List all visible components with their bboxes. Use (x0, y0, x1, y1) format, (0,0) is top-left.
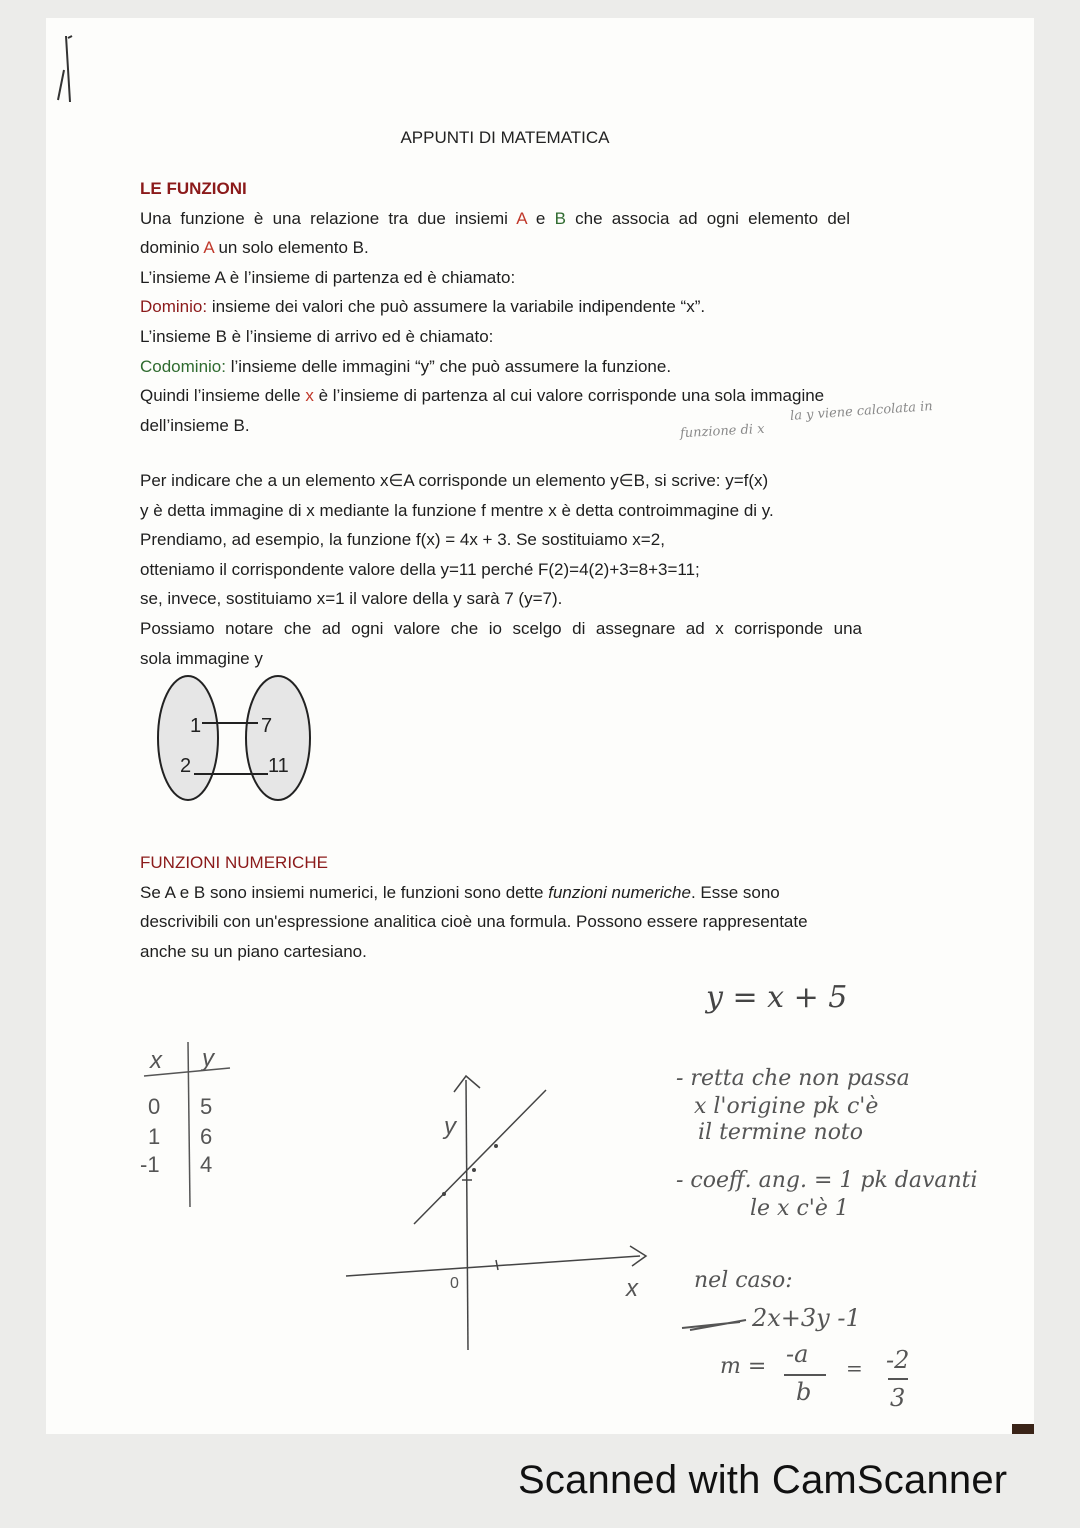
table-cell: 1 (148, 1124, 161, 1149)
text-line: Dominio: insieme dei valori che può assumere la variabile indipendente “x”. (140, 297, 706, 317)
set-b-value: 11 (268, 755, 289, 777)
note-retta-line3: il termine noto (698, 1120, 864, 1145)
section-le-funzioni (140, 174, 860, 440)
text-line: descrivibili con un'espressione analitica cioè una formula. Possono essere rappresentate (140, 912, 808, 932)
mapping-diagram (150, 670, 330, 810)
text-line: otteniamo il corrispondente valore della y=11 perché F(2)=4(2)+3=8+3=11; (140, 559, 700, 579)
y-axis (466, 1080, 468, 1350)
fraction-bar (784, 1374, 826, 1376)
text-line: sola immagine y (140, 648, 263, 668)
table-header-x: x (150, 1047, 162, 1074)
text-line: dominio A un solo elemento B. (140, 238, 369, 258)
x-axis (346, 1256, 640, 1276)
page-title: APPUNTI DI MATEMATICA (400, 128, 610, 147)
note-result-den: 3 (890, 1384, 906, 1412)
table-cell: 4 (200, 1152, 213, 1177)
note-slope-num: -a (786, 1340, 809, 1368)
scribble-mark (680, 1314, 750, 1334)
note-result-num: -2 (886, 1346, 910, 1374)
text-line: Prendiamo, ad esempio, la funzione f(x) = 4x + 3. Se sostituiamo x=2, (140, 530, 665, 550)
set-b-ellipse (246, 676, 310, 800)
text-line: L’insieme A è l’insieme di partenza ed è chiamato: (140, 267, 516, 287)
text-line: dell’insieme B. (140, 415, 250, 435)
table-cell: 6 (200, 1124, 213, 1149)
text-line: Possiamo notare che ad ogni valore che io scelgo di assegnare ad x corrisponde una (140, 618, 862, 638)
text-line: Una funzione è una relazione tra due insiemi A e B che associa ad ogni elemento del (140, 208, 851, 228)
margin-note-2: funzione di x (679, 421, 765, 442)
note-slope-eq: = (846, 1356, 863, 1380)
note-equation: 2x+3y -1 (752, 1304, 861, 1332)
note-retta-line1: - retta che non passa (676, 1066, 910, 1091)
note-slope-den: b (796, 1378, 812, 1406)
origin-label: 0 (450, 1275, 459, 1292)
set-a-value: 2 (180, 755, 192, 777)
text-line: Quindi l’insieme delle x è l’insieme di partenza al cui valore corrisponde una sola immagine (140, 386, 825, 406)
table-header-y: y (202, 1045, 214, 1072)
note-coeff-line2: le x c'è 1 (750, 1196, 849, 1221)
note-coeff-line1: - coeff. ang. = 1 pk davanti (676, 1168, 978, 1193)
scan-corner-mark (50, 30, 90, 110)
xy-table (138, 1032, 238, 1212)
section-definitions (140, 466, 870, 673)
text-line: se, invece, sostituiamo x=1 il valore della y sarà 7 (y=7). (140, 589, 563, 609)
note-nel-caso: nel caso: (694, 1268, 793, 1293)
cartesian-plot (340, 1060, 670, 1360)
text-line: y è detta immagine di x mediante la funzione f mentre x è detta controimmagine di y. (140, 500, 774, 520)
text-line: Se A e B sono insiemi numerici, le funzioni sono dette funzioni numeriche. Esse sono (140, 882, 780, 902)
table-cell: 0 (148, 1094, 161, 1119)
text-line: Per indicare che a un elemento x∈A corrisponde un elemento y∈B, si scrive: y=f(x) (140, 471, 769, 490)
handwritten-equation: y = x + 5 (706, 980, 848, 1015)
axis-label-x: x (626, 1275, 638, 1302)
heading-funzioni-numeriche: FUNZIONI NUMERICHE (140, 853, 328, 872)
text-line: Codominio: l’insieme delle immagini “y” che può assumere la funzione. (140, 356, 672, 376)
axis-label-y: y (444, 1113, 456, 1140)
text-line: anche su un piano cartesiano. (140, 941, 367, 961)
set-a-ellipse (158, 676, 218, 800)
camscanner-watermark: Scanned with CamScanner (518, 1458, 1008, 1502)
set-a-value: 1 (190, 715, 202, 737)
set-b-value: 7 (261, 715, 273, 737)
scan-edge-mark (1012, 1424, 1034, 1434)
text-line: L’insieme B è l’insieme di arrivo ed è chiamato: (140, 326, 494, 346)
function-line (414, 1090, 546, 1224)
table-cell: -1 (140, 1152, 160, 1177)
note-retta-line2: x l'origine pk c'è (694, 1094, 879, 1119)
note-slope-m: m = (720, 1354, 767, 1379)
table-cell: 5 (200, 1094, 213, 1119)
heading-le-funzioni: LE FUNZIONI (140, 179, 247, 198)
margin-note-1: la y viene calcolata in (789, 399, 934, 424)
fraction-bar (888, 1378, 908, 1380)
section-funzioni-numeriche (140, 848, 870, 966)
